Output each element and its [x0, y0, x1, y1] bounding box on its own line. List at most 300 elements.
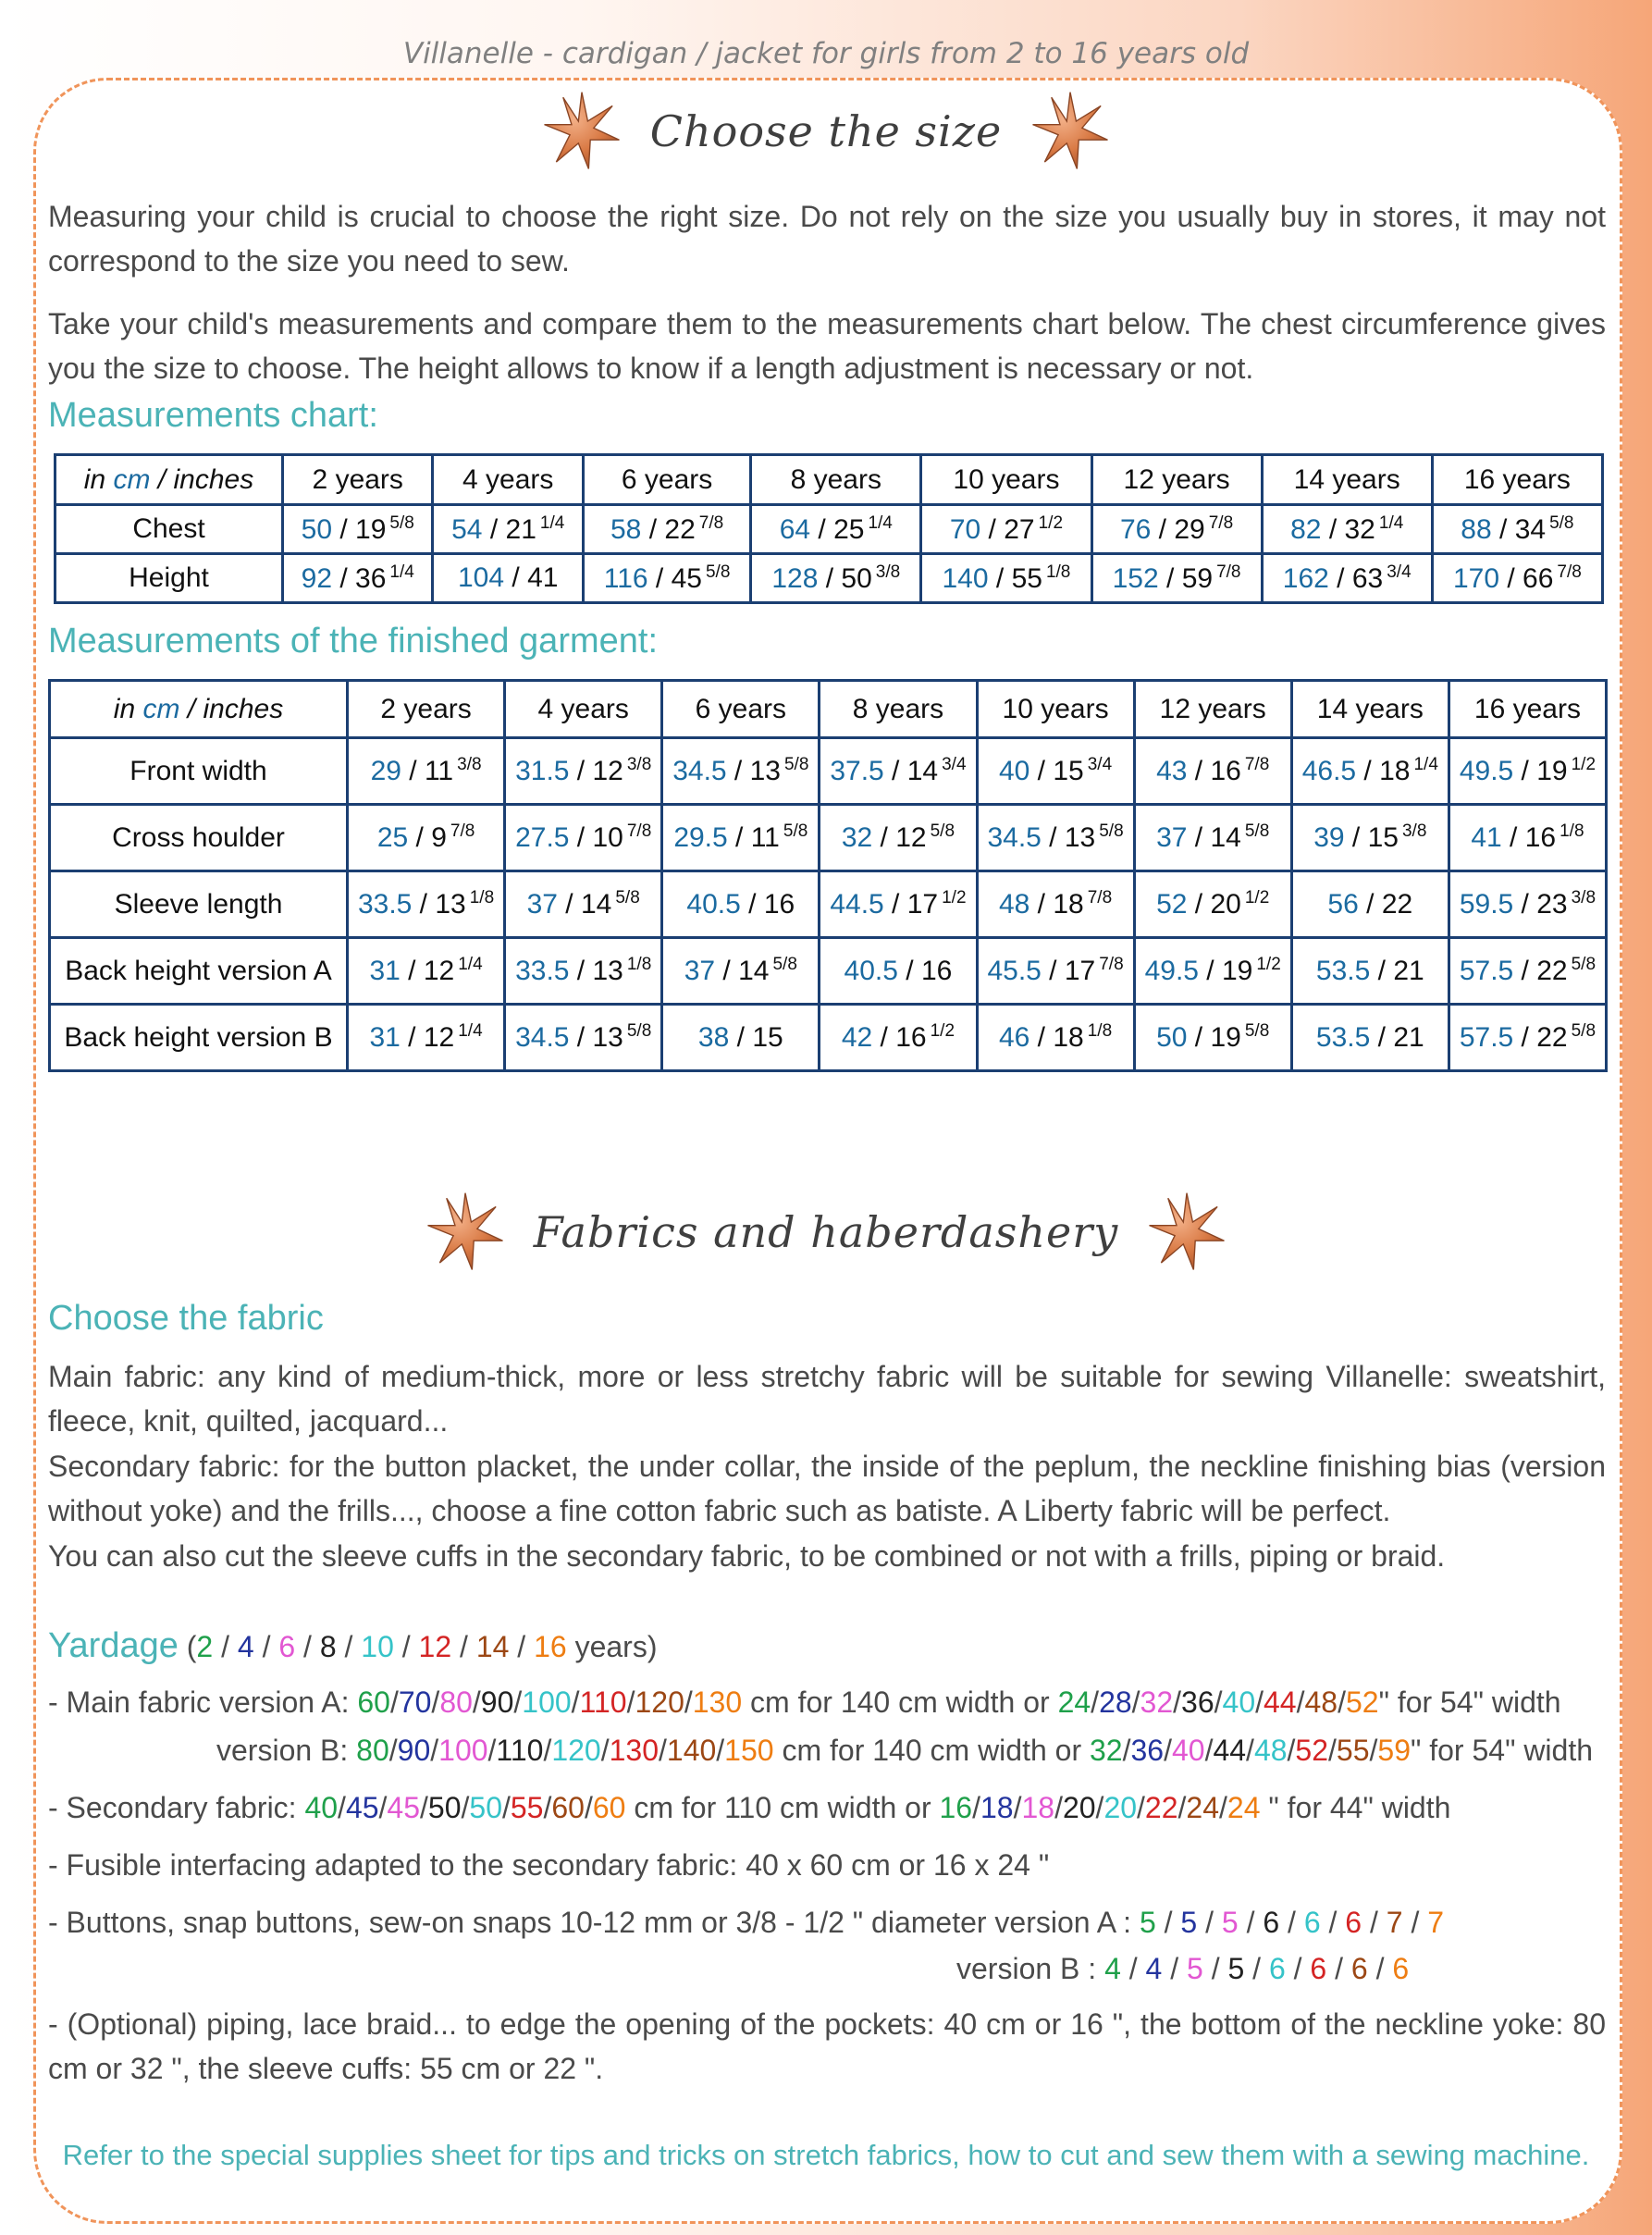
column-header: 6 years — [583, 455, 750, 505]
measurement-cell — [1449, 805, 1606, 871]
inch-value: 11 — [750, 822, 780, 853]
garment-chart-table — [48, 679, 1608, 1072]
button-count-value: 6 — [1263, 1906, 1280, 1939]
inch-fraction: 3/8 — [1571, 888, 1597, 908]
separator: / — [1214, 1686, 1223, 1719]
cm-value: 140 — [666, 1734, 717, 1767]
cm-value: 56 — [1327, 888, 1359, 920]
inch-fraction: 1/4 — [1413, 755, 1438, 774]
button-count-value: 5 — [1227, 1952, 1245, 1985]
star-icon — [539, 89, 624, 174]
inch-value: 32 — [1140, 1686, 1174, 1719]
separator: / — [897, 955, 921, 986]
separator: / — [1287, 1734, 1296, 1767]
separator: / — [972, 1791, 980, 1824]
cm-value: 41 — [1471, 822, 1502, 853]
column-header: 16 years — [1449, 681, 1606, 738]
inch-fraction: 3/4 — [942, 755, 967, 774]
inch-value: 14 — [580, 889, 612, 920]
inch-fraction: 1/4 — [389, 562, 414, 582]
inch-value: 17 — [1064, 956, 1096, 986]
cm-value: 45.5 — [987, 956, 1042, 986]
separator: / — [1362, 1906, 1387, 1939]
cm-value: 34.5 — [515, 1022, 570, 1053]
separator: / — [338, 1791, 346, 1824]
separator: / — [1321, 513, 1345, 545]
cm-value: 64 — [779, 513, 811, 545]
inch-value: 55 — [1011, 562, 1042, 594]
inch-fraction: 5/8 — [1571, 1021, 1597, 1041]
button-count-value: 5 — [1180, 1906, 1198, 1939]
separator: / — [1238, 1906, 1264, 1939]
yardage-buttons-b — [956, 1952, 1409, 1986]
separator: / — [509, 1630, 535, 1663]
inch-value: 59 — [1181, 562, 1214, 594]
cm-value: 170 — [1452, 562, 1500, 594]
inch-value: 22 — [1144, 1791, 1178, 1824]
measurement-cell — [1449, 871, 1606, 938]
measurement-cell — [662, 1005, 820, 1071]
separator: / — [1013, 1791, 1022, 1824]
separator: / — [818, 562, 842, 594]
section-heading: Fabrics and haberdashery — [533, 1207, 1119, 1257]
measurement-cell — [1449, 1005, 1606, 1071]
line-prefix: - Buttons, snap buttons, sew-on snaps 10-12 mm or 3/8 - 1/2 " diameter version A : — [48, 1906, 1140, 1939]
separator: / — [430, 1734, 439, 1767]
cm-value: 150 — [724, 1734, 774, 1767]
separator: / — [1029, 889, 1054, 920]
separator: / — [504, 562, 528, 593]
separator: / — [451, 1630, 476, 1663]
separator: / — [295, 1630, 320, 1663]
separator: / — [1204, 1734, 1214, 1767]
measurement-cell — [1291, 871, 1449, 938]
inch-value: 59 — [1377, 1734, 1411, 1767]
inch-fraction: 1/2 — [930, 1021, 955, 1041]
measurement-cell — [751, 505, 921, 554]
button-count-value: 7 — [1427, 1906, 1445, 1939]
inch-value: 48 — [1253, 1734, 1288, 1767]
table-row — [55, 505, 1603, 554]
button-count-value: 6 — [1350, 1952, 1368, 1985]
cm-value: 48 — [998, 889, 1030, 920]
inch-fraction: 1/8 — [626, 955, 652, 974]
measurement-cell — [820, 938, 977, 1005]
inch-fraction: 5/8 — [1099, 821, 1124, 841]
inch-fraction: 7/8 — [1244, 755, 1270, 774]
inch-fraction: 1/8 — [1560, 821, 1584, 841]
separator: / — [1177, 1791, 1187, 1824]
measurement-cell — [977, 871, 1134, 938]
inch-value: 22 — [1381, 888, 1413, 920]
inch-fraction: 3/8 — [875, 562, 901, 582]
cm-value: 120 — [635, 1686, 684, 1719]
measurement-cell — [505, 1005, 662, 1071]
cm-value: 50 — [1156, 1022, 1188, 1053]
cm-value: 45 — [387, 1791, 421, 1824]
column-header: 8 years — [751, 455, 921, 505]
unit-suffix: / inches — [179, 693, 284, 724]
inch-fraction: 1/4 — [458, 1021, 483, 1041]
inch-value: 12 — [423, 1022, 455, 1053]
measurement-cell — [662, 805, 820, 871]
button-count-value: 5 — [1221, 1906, 1239, 1939]
separator: / — [1187, 756, 1211, 786]
column-header: 8 years — [820, 681, 977, 738]
measurement-cell — [1449, 938, 1606, 1005]
separator: / — [393, 1630, 419, 1663]
inch-value: 28 — [1099, 1686, 1132, 1719]
cm-value: 58 — [610, 513, 642, 545]
cm-value: 31 — [369, 956, 401, 986]
separator: / — [482, 513, 506, 545]
size-instructions-paragraph: Take your child's measurements and compare them to the measurements chart below. The chest circumference gives you the size to choose. The height allows to know if a length adjustment is necessary or not. — [48, 307, 1606, 385]
separator: / — [332, 562, 356, 594]
button-count-value: 7 — [1386, 1906, 1403, 1939]
separator: / — [1279, 1906, 1304, 1939]
separator: / — [1151, 513, 1175, 545]
inch-fraction: 5/8 — [389, 512, 414, 533]
separator: / — [1513, 1022, 1537, 1053]
inch-value: 27 — [1004, 513, 1035, 545]
row-label: Front width — [50, 738, 348, 805]
separator: / — [1164, 1734, 1172, 1767]
inch-fraction: 7/8 — [698, 512, 724, 533]
separator: / — [513, 1686, 523, 1719]
cm-value: 40 — [304, 1791, 339, 1824]
measurement-cell — [505, 738, 662, 805]
inch-fraction: 1/2 — [1244, 888, 1270, 908]
inch-fraction: 1/8 — [1087, 1021, 1113, 1041]
row-label: Height — [55, 554, 283, 603]
cm-value: 39 — [1313, 822, 1345, 853]
cm-value: 90 — [480, 1686, 514, 1719]
cm-value: 33.5 — [515, 956, 570, 986]
yardage-secondary-fabric — [48, 1791, 1450, 1825]
separator: / — [980, 513, 1005, 545]
separator: / — [988, 562, 1012, 594]
measurement-cell — [1134, 1005, 1291, 1071]
button-count-value: 5 — [1139, 1906, 1156, 1939]
measurement-cell — [662, 938, 820, 1005]
measurement-cell — [505, 805, 662, 871]
inch-value: 16 — [895, 1022, 927, 1053]
separator: / — [461, 1791, 470, 1824]
measurement-cell — [348, 805, 505, 871]
cm-value: 25 — [376, 822, 409, 853]
cm-value: 57.5 — [1459, 956, 1514, 986]
cm-value: 152 — [1112, 562, 1159, 594]
inch-fraction: 5/8 — [1244, 1021, 1270, 1041]
button-count-value: 4 — [1104, 1952, 1121, 1985]
unit-prefix: in — [113, 693, 143, 724]
measurement-cell — [433, 554, 583, 603]
column-header: 4 years — [505, 681, 662, 738]
row-label: Back height version B — [50, 1005, 348, 1071]
inch-value: 12 — [423, 956, 455, 986]
inch-value: 18 — [1021, 1791, 1055, 1824]
cm-value: 37.5 — [830, 756, 884, 786]
column-header: 4 years — [433, 455, 583, 505]
measurement-cell — [1432, 505, 1602, 554]
table-row — [50, 1005, 1607, 1071]
age-value: 2 — [196, 1630, 214, 1663]
inch-value: 17 — [906, 889, 939, 920]
inch-value: 52 — [1345, 1686, 1379, 1719]
separator: / — [727, 822, 751, 853]
cm-value: 88 — [1461, 513, 1492, 545]
cm-value: 128 — [771, 562, 819, 594]
measurement-cell — [433, 505, 583, 554]
measurement-cell — [1134, 871, 1291, 938]
unit-suffix: / inches — [150, 463, 254, 495]
inch-fraction: 1/4 — [1378, 512, 1404, 533]
inch-value: 21 — [505, 513, 536, 545]
cm-value: 40.5 — [686, 888, 741, 920]
separator: / — [569, 1022, 593, 1053]
measurement-cell — [1091, 554, 1262, 603]
separator: / — [1246, 1734, 1254, 1767]
line-prefix: - Main fabric version A: — [48, 1686, 358, 1719]
age-value: 16 — [534, 1630, 567, 1663]
inch-value: 25 — [833, 513, 865, 545]
inch-value: 13 — [435, 889, 466, 920]
measurement-cell — [1134, 938, 1291, 1005]
separator: / — [336, 1630, 362, 1663]
cm-value: 130 — [692, 1686, 743, 1719]
cm-value: 29.5 — [673, 822, 728, 853]
separator: / — [716, 1734, 725, 1767]
separator: / — [684, 1686, 693, 1719]
column-header: 14 years — [1262, 455, 1432, 505]
cm-value: 32 — [841, 822, 873, 853]
measurement-cell — [1432, 554, 1602, 603]
measurement-cell — [977, 738, 1134, 805]
inch-value: 14 — [738, 956, 770, 986]
paren-open: ( — [178, 1630, 197, 1663]
separator: / — [1054, 1791, 1063, 1824]
inch-value: 45 — [671, 562, 702, 594]
inch-value: 32 — [1344, 513, 1375, 545]
line-prefix: version B : — [956, 1952, 1105, 1985]
inch-value: 18 — [1053, 889, 1084, 920]
inch-fraction: 7/8 — [1216, 562, 1241, 582]
inch-value: 44 — [1264, 1686, 1297, 1719]
separator: / — [1369, 1734, 1378, 1767]
separator: / — [1491, 513, 1515, 545]
separator: / — [1513, 956, 1537, 986]
separator: / — [1358, 888, 1382, 920]
cm-value: 140 — [942, 562, 989, 594]
inch-fraction: 1/8 — [1045, 562, 1071, 582]
separator: / — [1328, 562, 1352, 594]
choose-fabric-title: Choose the fabric — [48, 1299, 324, 1338]
cm-value: 27.5 — [515, 822, 570, 853]
separator: / — [1198, 956, 1222, 986]
measurement-cell — [283, 554, 433, 603]
separator: / — [641, 513, 665, 545]
separator: / — [1122, 1734, 1131, 1767]
cm-value: 37 — [1156, 822, 1188, 853]
separator: / — [420, 1791, 428, 1824]
inch-value: 15 — [1053, 756, 1084, 786]
cm-value: 60 — [592, 1791, 626, 1824]
column-header: 12 years — [1134, 681, 1291, 738]
inch-value: 55 — [1336, 1734, 1370, 1767]
table-header-row — [50, 681, 1607, 738]
separator: / — [408, 822, 432, 853]
cm-value: 100 — [522, 1686, 572, 1719]
separator: / — [1173, 1686, 1182, 1719]
cm-value: 110 — [579, 1686, 627, 1719]
measurement-cell — [348, 738, 505, 805]
cm-value: 100 — [438, 1734, 488, 1767]
measurement-cell — [505, 871, 662, 938]
cm-value: 46.5 — [1301, 756, 1357, 786]
separator: / — [213, 1630, 238, 1663]
cm-value: 60 — [551, 1791, 585, 1824]
fabrics-section-title — [0, 1190, 1652, 1275]
cm-value: 104 — [458, 562, 505, 593]
cm-value: 50 — [469, 1791, 502, 1824]
inch-value: 19 — [355, 513, 387, 545]
inch-fraction: 5/8 — [705, 562, 731, 582]
inch-value: 19 — [1536, 756, 1568, 786]
inch-value: 12 — [895, 822, 927, 853]
separator: / — [726, 756, 750, 786]
header-label-cell — [50, 681, 348, 738]
inch-text: " for 44" width — [1260, 1791, 1451, 1824]
age-value: 4 — [237, 1630, 254, 1663]
inch-value: 16 — [1524, 822, 1557, 853]
inch-value: 19 — [1221, 956, 1253, 986]
cm-value: 53.5 — [1315, 1021, 1371, 1053]
age-value: 10 — [361, 1630, 394, 1663]
cm-value: 120 — [551, 1734, 601, 1767]
measurement-cell — [662, 738, 820, 805]
measurement-cell — [820, 805, 977, 871]
column-header: 12 years — [1091, 455, 1262, 505]
line-prefix: - Secondary fabric: — [48, 1791, 305, 1824]
inch-value: 16 — [1210, 756, 1241, 786]
cm-value: 50 — [427, 1791, 462, 1824]
inch-value: 20 — [1103, 1791, 1138, 1824]
size-intro-paragraph: Measuring your child is crucial to choose the right size. Do not rely on the size you usually buy in stores, it may not correspond to the size you need to sew. — [48, 200, 1606, 278]
cm-value: 59.5 — [1459, 889, 1514, 920]
separator: / — [378, 1791, 388, 1824]
measurement-cell — [820, 1005, 977, 1071]
inch-fraction: 5/8 — [783, 755, 809, 774]
column-header: 2 years — [348, 681, 505, 738]
separator: / — [569, 822, 593, 853]
separator: / — [1197, 1906, 1222, 1939]
column-header: 10 years — [977, 681, 1134, 738]
cm-value: 49.5 — [1144, 956, 1199, 986]
line-prefix: version B: — [216, 1734, 357, 1767]
inch-value: 16 — [920, 955, 953, 986]
optional-trims-paragraph: - (Optional) piping, lace braid... to edge the opening of the pockets: 40 cm or 16 ", the bottom of the neckline yoke: 80 cm or 32 ", the sleeve cuffs: 55 cm or 22 ". — [48, 2007, 1606, 2085]
column-header: 10 years — [921, 455, 1091, 505]
inch-fraction: 5/8 — [1549, 512, 1574, 533]
inch-fraction: 1/4 — [868, 512, 893, 533]
measurement-cell — [977, 1005, 1134, 1071]
separator: / — [388, 1734, 398, 1767]
cm-value: 55 — [510, 1791, 544, 1824]
inch-value: 24 — [1186, 1791, 1219, 1824]
measurement-cell — [921, 554, 1091, 603]
table-row — [50, 938, 1607, 1005]
cm-value: 82 — [1290, 513, 1322, 545]
inch-fraction: 5/8 — [1244, 821, 1270, 841]
inch-fraction: 5/8 — [783, 821, 808, 841]
cm-value: 44.5 — [830, 889, 884, 920]
yardage-main-fabric-b — [216, 1734, 1593, 1768]
inch-fraction: 3/8 — [1401, 821, 1427, 841]
inch-fraction: 3/8 — [457, 755, 482, 774]
separator: / — [1370, 1021, 1394, 1053]
separator: / — [569, 756, 593, 786]
button-count-value: 5 — [1187, 1952, 1203, 1985]
inch-value: 14 — [906, 756, 939, 786]
inch-value: 63 — [1351, 562, 1384, 594]
separator: / — [872, 1022, 896, 1053]
cm-value: 31.5 — [515, 756, 570, 786]
separator: / — [872, 822, 896, 853]
separator: / — [1155, 1906, 1181, 1939]
inch-value: 52 — [1295, 1734, 1329, 1767]
inch-value: 10 — [592, 822, 623, 853]
button-count-value: 6 — [1392, 1952, 1410, 1985]
cm-value: 34.5 — [672, 756, 727, 786]
measurement-cell — [1291, 1005, 1449, 1071]
inch-fraction: 3/4 — [1387, 562, 1412, 582]
separator: / — [543, 1791, 552, 1824]
unit-cm: cm — [113, 463, 151, 495]
inch-value: 20 — [1062, 1791, 1096, 1824]
inch-fraction: 7/8 — [626, 821, 652, 841]
inch-fraction: 1/2 — [942, 888, 967, 908]
separator: / — [1244, 1952, 1269, 1985]
cm-text: cm for 110 cm width or — [625, 1791, 940, 1824]
inch-value: 13 — [592, 956, 623, 986]
inch-fraction: 1/2 — [1571, 755, 1597, 774]
inch-fraction: 5/8 — [1571, 955, 1597, 974]
table-row — [50, 805, 1607, 871]
separator: / — [1328, 1734, 1337, 1767]
row-label: Back height version A — [50, 938, 348, 1005]
footer-note: Refer to the special supplies sheet for tips and tricks on stretch fabrics, how to cut and sew them with a sewing machine. — [62, 2139, 1590, 2171]
separator: / — [1219, 1791, 1227, 1824]
inch-value: 11 — [424, 756, 454, 786]
inch-value: 41 — [527, 562, 559, 593]
cm-value: 92 — [301, 562, 333, 594]
unit-prefix: in — [83, 463, 114, 495]
separator: / — [253, 1630, 279, 1663]
measurement-cell — [751, 554, 921, 603]
header-label-cell — [55, 455, 283, 505]
cm-value: 60 — [357, 1686, 390, 1719]
measurement-cell — [1091, 505, 1262, 554]
inch-fraction: 7/8 — [1208, 512, 1234, 533]
inch-value: 22 — [1536, 956, 1568, 986]
button-count-value: 6 — [1345, 1906, 1362, 1939]
cm-value: 90 — [397, 1734, 431, 1767]
table-row — [50, 871, 1607, 938]
cm-value: 34.5 — [987, 822, 1042, 853]
yardage-buttons-a — [48, 1906, 1444, 1940]
separator: / — [1344, 822, 1368, 853]
inch-value: 20 — [1210, 889, 1241, 920]
